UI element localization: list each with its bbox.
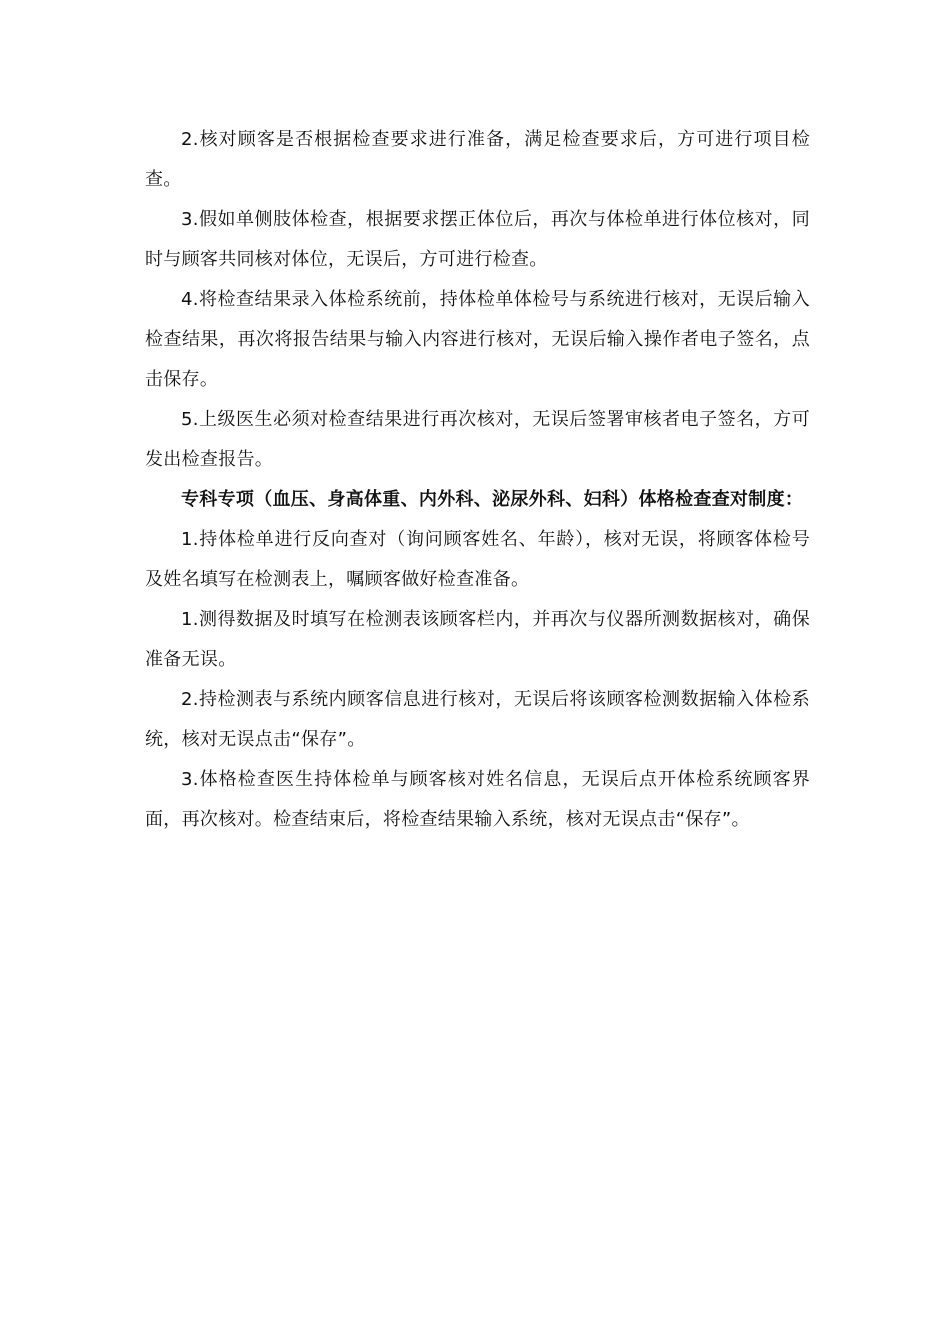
section-paragraph-item-1a: 1.持体检单进行反向查对（询问顾客姓名、年龄），核对无误，将顾客体检号及姓名填写在检测表上，嘱顾客做好检查准备。 xyxy=(145,529,810,590)
paragraph-item-4: 4.将检查结果录入体检系统前，持体检单体检号与系统进行核对，无误后输入检查结果，再次将报告结果与输入内容进行核对，无误后输入操作者电子签名，点击保存。 xyxy=(145,289,810,390)
document-body xyxy=(145,120,810,840)
paragraph-item-2: 2.核对顾客是否根据检查要求进行准备，满足检查要求后，方可进行项目检查。 xyxy=(145,129,810,190)
section-paragraph-item-2: 2.持检测表与系统内顾客信息进行核对，无误后将该顾客检测数据输入体检系统，核对无误点击“保存”。 xyxy=(145,689,810,750)
paragraph-item-5: 5.上级医生必须对检查结果进行再次核对，无误后签署审核者电子签名，方可发出检查报告。 xyxy=(145,409,810,470)
paragraph-item-3: 3.假如单侧肢体检查，根据要求摆正体位后，再次与体检单进行体位核对，同时与顾客共同核对体位，无误后，方可进行检查。 xyxy=(145,209,810,270)
section-paragraph-item-3: 3.体格检查医生持体检单与顾客核对姓名信息，无误后点开体检系统顾客界面，再次核对。检查结束后，将检查结果输入系统，核对无误点击“保存”。 xyxy=(145,769,810,830)
section-heading: 专科专项（血压、身高体重、内外科、泌尿外科、妇科）体格检查查对制度： xyxy=(181,489,804,510)
section-paragraph-item-1b: 1.测得数据及时填写在检测表该顾客栏内，并再次与仪器所测数据核对，确保准备无误。 xyxy=(145,609,810,670)
